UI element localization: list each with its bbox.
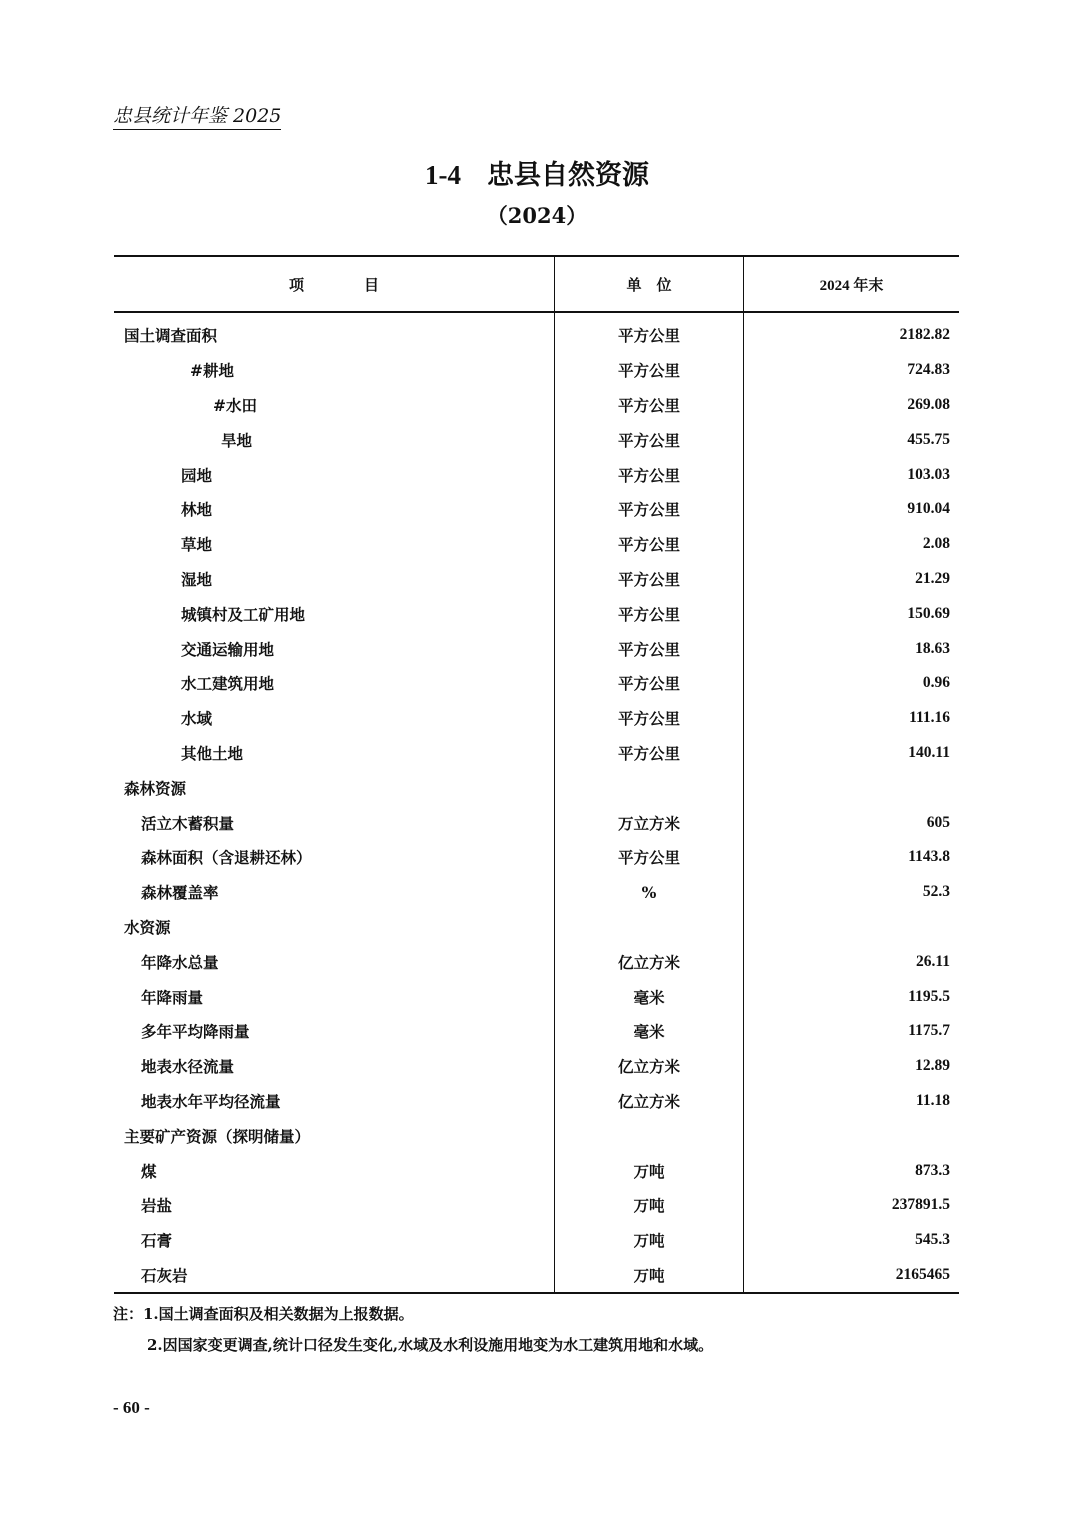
row-value-cell: 1143.8 [908,848,950,866]
row-item-cell: 园地 [114,457,555,492]
table-row [114,736,959,771]
row-value-cell: 11.18 [915,1091,950,1109]
row-value-cell: 873.3 [915,1161,950,1179]
yearbook-header: 忠县统计年鉴 2025 [113,104,281,130]
table-row [114,353,959,388]
row-item-cell: 水工建筑用地 [114,666,555,701]
row-value-cell: 910.04 [907,500,950,518]
row-unit-cell [555,770,744,805]
page-number: - 60 - [113,1398,150,1417]
table-row [114,388,959,423]
row-value-cell: 724.83 [907,361,950,379]
row-unit-cell: 毫米 [555,1014,744,1049]
table-row [114,596,959,631]
row-item-cell: 活立木蓄积量 [114,805,555,840]
row-unit-cell: 平方公里 [555,353,744,388]
row-unit-cell: % [555,875,744,910]
table-title-text: 忠县自然资源 [487,160,649,191]
table-row [114,875,959,910]
table-row [114,666,959,701]
row-unit-cell: 亿立方米 [555,944,744,979]
row-unit-cell: 平方公里 [555,596,744,631]
row-value-cell: 237891.5 [891,1196,950,1214]
table-row [114,910,959,945]
row-item-cell: 煤 [114,1153,555,1188]
row-item-cell: 石膏 [114,1223,555,1258]
table-row [114,631,959,666]
row-value-cell: 103.03 [907,465,950,483]
row-item-cell: 湿地 [114,562,555,597]
row-unit-cell: 万吨 [555,1258,744,1294]
row-value-cell: 545.3 [915,1231,950,1249]
table-row [114,562,959,597]
table-body [114,312,959,1293]
row-item-cell: 水域 [114,701,555,736]
table-row [114,1188,959,1223]
row-value-cell: 269.08 [907,395,950,413]
row-value-cell: 1175.7 [908,1022,950,1040]
row-item-cell: 年降雨量 [114,979,555,1014]
table-notes [113,1299,713,1361]
row-unit-cell: 平方公里 [555,312,744,353]
row-item-cell: 森林资源 [114,770,555,805]
column-header-unit: 单 位 [555,256,744,312]
row-unit-cell: 万吨 [555,1223,744,1258]
natural-resources-table [114,255,959,1294]
row-item-cell: 森林面积（含退耕还林） [114,840,555,875]
row-unit-cell: 平方公里 [555,457,744,492]
table-title [0,156,1074,195]
table-row [114,701,959,736]
row-item-cell: 多年平均降雨量 [114,1014,555,1049]
row-unit-cell: 平方公里 [555,562,744,597]
row-unit-cell: 平方公里 [555,422,744,457]
row-value-cell: 26.11 [915,952,950,970]
row-value-cell: 0.96 [922,674,950,692]
row-value-cell: 1195.5 [908,987,950,1005]
row-value-cell: 18.63 [915,639,950,657]
row-value-cell: 52.3 [922,883,950,901]
row-unit-cell [555,1118,744,1153]
table-row [114,979,959,1014]
row-item-cell: 草地 [114,527,555,562]
row-item-cell: 年降水总量 [114,944,555,979]
row-item-cell: 地表水年平均径流量 [114,1084,555,1119]
table-row [114,1084,959,1119]
table-row [114,944,959,979]
row-value-cell [744,910,960,945]
row-unit-cell: 平方公里 [555,666,744,701]
note-2: 2.因国家变更调查,统计口径发生变化,水域及水利设施用地变为水工建筑用地和水域。 [147,1336,714,1354]
row-unit-cell: 亿立方米 [555,1084,744,1119]
column-header-item: 项 目 [114,256,555,312]
row-unit-cell: 平方公里 [555,840,744,875]
row-item-cell: 森林覆盖率 [114,875,555,910]
table-row [114,1049,959,1084]
row-item-cell: 主要矿产资源（探明储量） [114,1118,555,1153]
row-item-cell: 旱地 [114,422,555,457]
row-value-cell: 140.11 [908,743,950,761]
column-header-value: 2024 年末 [744,256,960,312]
row-item-cell: 石灰岩 [114,1258,555,1294]
row-unit-cell: 万吨 [555,1153,744,1188]
table-row [114,1014,959,1049]
table-row [114,422,959,457]
table-row [114,1258,959,1294]
row-value-cell: 111.16 [909,709,950,727]
row-item-cell: 国土调查面积 [114,312,555,353]
row-item-cell: #水田 [114,388,555,423]
row-value-cell: 2.08 [922,535,950,553]
table-row [114,1153,959,1188]
table-row [114,770,959,805]
row-value-cell: 150.69 [907,604,950,622]
row-unit-cell: 万立方米 [555,805,744,840]
row-value-cell: 455.75 [907,430,950,448]
row-value-cell: 12.89 [915,1057,950,1075]
table-row [114,805,959,840]
row-value-cell: 2165465 [895,1265,950,1283]
row-unit-cell: 平方公里 [555,388,744,423]
row-unit-cell: 平方公里 [555,701,744,736]
row-unit-cell: 亿立方米 [555,1049,744,1084]
table-row [114,1118,959,1153]
table-number: 1-4 [425,160,461,190]
table-row [114,492,959,527]
row-unit-cell: 毫米 [555,979,744,1014]
table-header-row [114,256,959,312]
row-item-cell: 交通运输用地 [114,631,555,666]
row-value-cell: 21.29 [915,569,950,587]
row-item-cell: #耕地 [114,353,555,388]
table-row [114,457,959,492]
table-row [114,312,959,353]
row-unit-cell: 平方公里 [555,736,744,771]
row-item-cell: 林地 [114,492,555,527]
table-subtitle-year: （2024） [486,203,588,228]
row-item-cell: 城镇村及工矿用地 [114,596,555,631]
table-row [114,840,959,875]
row-item-cell: 地表水径流量 [114,1049,555,1084]
row-unit-cell: 平方公里 [555,527,744,562]
row-unit-cell [555,910,744,945]
row-value-cell: 2182.82 [899,326,950,344]
row-value-cell [744,1118,960,1153]
row-unit-cell: 平方公里 [555,631,744,666]
row-item-cell: 水资源 [114,910,555,945]
table-row [114,1223,959,1258]
note-1: 注：1.国土调查面积及相关数据为上报数据。 [113,1305,414,1323]
row-value-cell [744,770,960,805]
row-value-cell: 605 [926,813,950,831]
row-unit-cell: 万吨 [555,1188,744,1223]
table-row [114,527,959,562]
row-item-cell: 岩盐 [114,1188,555,1223]
row-item-cell: 其他土地 [114,736,555,771]
row-unit-cell: 平方公里 [555,492,744,527]
